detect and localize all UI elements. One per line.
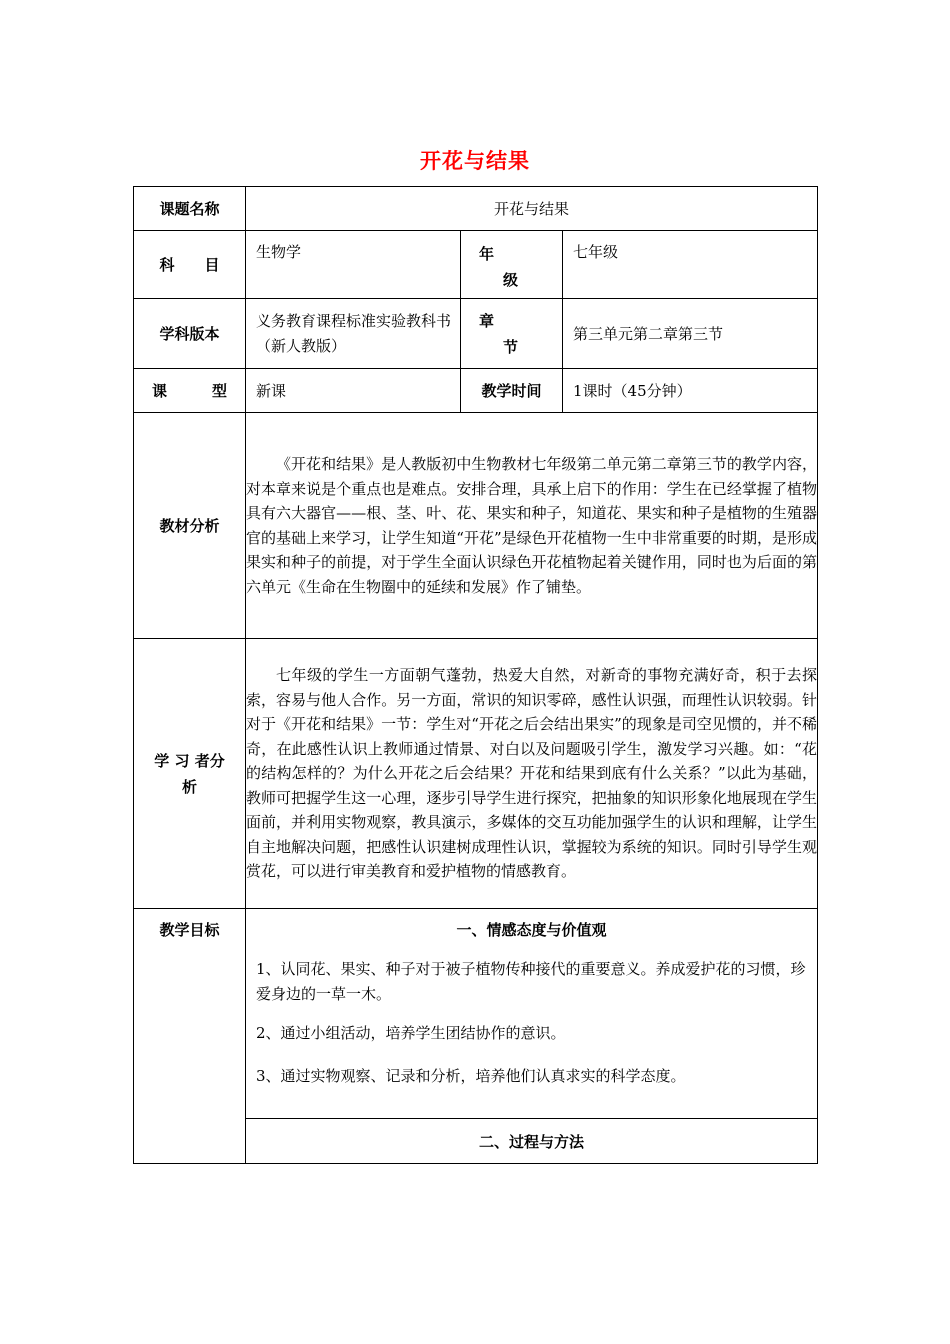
document-title: 开花与结果 [420,149,530,173]
goal-item-1: 1、认同花、果实、种子对于被子植物传种接代的重要意义。养成爱护花的习惯，珍爱身边的一草一木。 [256,960,806,1003]
material-label: 教材分析 [134,413,246,639]
row-topic [134,187,818,231]
row-material [134,413,818,639]
chapter-value: 第三单元第二章第三节 [563,299,818,369]
material-text: 《开花和结果》是人教版初中生物教材七年级第二单元第二章第三节的教学内容，对本章来说是个重点也是难点。安排合理，具承上启下的作用：学生在已经掌握了植物具有六大器官——根、茎、叶、花、果实和种子，知道花、果实和种子是植物的生殖器官的基础上来学习，让学生知道“开花”是绿色开花植物一生中非常重要的时期，是形成果实和种子的前提，对于学生全面认识绿色开花植物起着关键作用，同时也为后面的第六单元《生命在生物圈中的延续和发展》作了铺垫。 [246,413,818,639]
time-label: 教学时间 [461,369,563,413]
grade-label [461,231,563,299]
row-type [134,369,818,413]
learner-label-line2: 析 [181,777,197,796]
row-subject [134,231,818,299]
row-learner [134,639,818,909]
edition-value: 义务教育课程标准实验教科书（新人教版） [246,299,461,369]
lesson-plan-table [133,186,818,1164]
topic-value: 开花与结果 [246,187,818,231]
goals-label: 教学目标 [134,909,246,1164]
edition-label: 学科版本 [134,299,246,369]
goals-section-1 [246,909,818,1119]
row-edition [134,299,818,369]
type-value: 新课 [246,369,461,413]
learner-text: 七年级的学生一方面朝气蓬勃，热爱大自然，对新奇的事物充满好奇，积于去探索，容易与他人合作。另一方面，常识的知识零碎，感性认识强，而理性认识较弱。针对于《开花和结果》一节：学生对“开花之后会结出果实”的现象是司空见惯的，并不稀奇，在此感性认识上教师通过情景、对白以及问题吸引学生，激发学习兴趣。如：“花的结构怎样的？为什么开花之后会结果？开花和结果到底有什么关系？”以此为基础，教师可把握学生这一心理，逐步引导学生进行探究，把抽象的知识形象化地展现在学生面前，并利用实物观察，教具演示，多媒体的交互功能加强学生的认识和理解，让学生自主地解决问题，把感性认识建树成理性认识，掌握较为系统的知识。同时引导学生观赏花，可以进行审美教育和爱护植物的情感教育。 [246,639,818,909]
subject-value: 生物学 [246,231,461,299]
chapter-label-part2: 节 [503,337,519,356]
time-value: 1课时（45分钟） [563,369,818,413]
goal-item-3: 3、通过实物观察、记录和分析，培养他们认真求实的科学态度。 [256,1067,686,1085]
subject-label: 科 目 [134,231,246,299]
topic-label: 课题名称 [134,187,246,231]
goals-section-2-heading: 二、过程与方法 [246,1119,818,1164]
type-label: 课 型 [134,369,246,413]
row-goals [134,909,818,1119]
chapter-label-part1: 章 [479,311,495,330]
learner-label [134,639,246,909]
grade-label-part1: 年 [479,245,495,263]
grade-value: 七年级 [563,231,818,299]
goal-item-2: 2、通过小组活动，培养学生团结协作的意识。 [256,1024,566,1042]
chapter-label [461,299,563,369]
goals-section-1-heading: 一、情感态度与价值观 [456,921,607,939]
grade-label-part2: 级 [503,271,519,289]
learner-label-line1: 学 习 者分 [154,751,225,770]
